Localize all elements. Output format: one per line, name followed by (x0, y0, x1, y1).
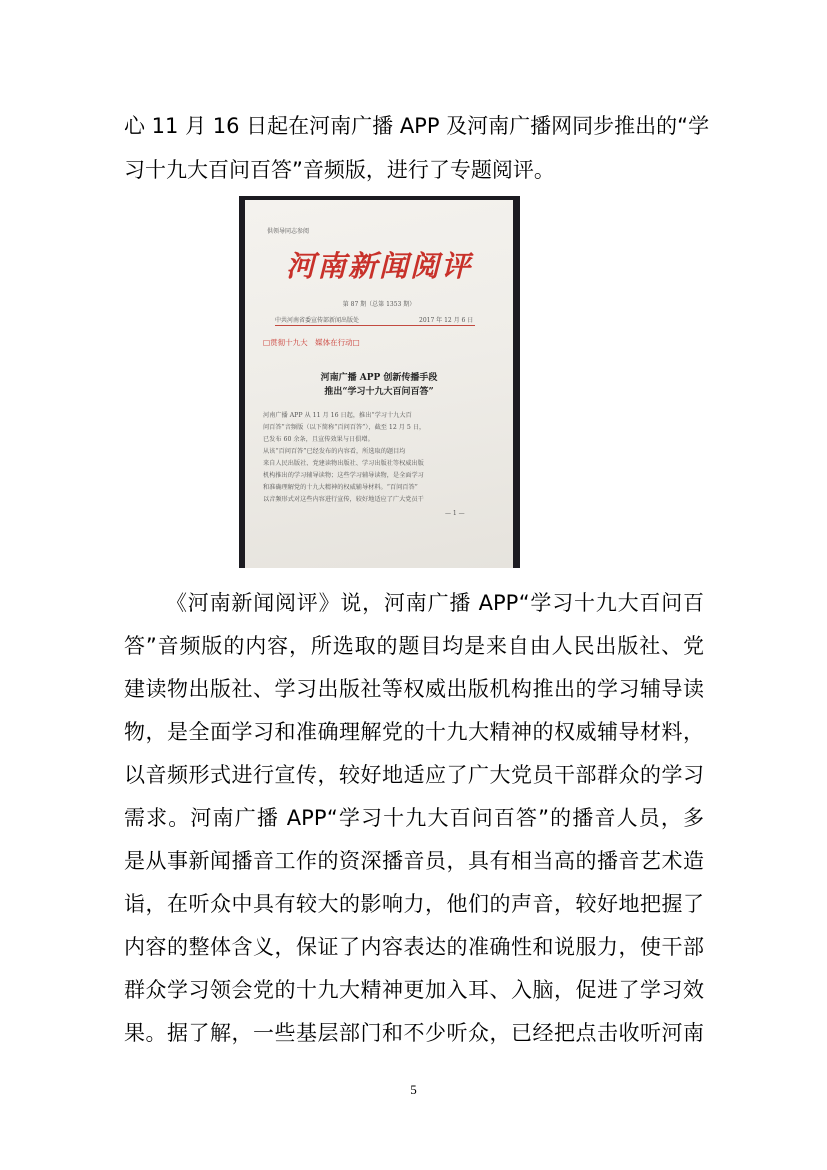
body-line-4: 物，是全面学习和准确理解党的十九大精神的权威辅导材料， (124, 720, 704, 744)
body-line-9: 内容的整体含义，保证了内容表达的准确性和说服力，使干部 (124, 935, 704, 959)
newsletter-headline-2: 推出“学习十九大百问百答” (324, 387, 434, 397)
newsletter-headline-1: 河南广播 APP 创新传播手段 (320, 373, 438, 383)
newsletter-body-line: 从该“百问百答”已经发布的内容看，所选取的题目均 (263, 448, 406, 455)
newsletter-body-line: 和准确理解党的十九大精神的权威辅导材料。“百问百答” (263, 484, 418, 491)
text-line-2: 习十九大百问百答”音频版，进行了专题阅评。 (124, 158, 555, 182)
newsletter-paper (245, 200, 513, 568)
body-line-11: 果。据了解，一些基层部门和不少听众，已经把点击收听河南 (124, 1021, 704, 1045)
body-line-1: 《河南新闻阅评》说，河南广播 APP“学习十九大百问百 (166, 591, 704, 615)
body-line-6: 需求。河南广播 APP“学习十九大百问百答”的播音人员，多 (124, 806, 704, 830)
page-number: 5 (410, 1082, 417, 1097)
newsletter-issue: 第 87 期（总第 1353 期） (342, 301, 416, 308)
newsletter-body-line: 已发布 60 余条，且宣传效果与日俱增。 (263, 436, 374, 443)
text-line-1: 心 11 月 16 日起在河南广播 APP 及河南广播网同步推出的“学 (124, 114, 710, 138)
body-line-8: 诣，在听众中具有较大的影响力，他们的声音，较好地把握了 (124, 892, 704, 916)
newsletter-masthead: 河南新闻阅评 (285, 249, 472, 283)
body-line-2: 答”音频版的内容，所选取的题目均是来自由人民出版社、党 (124, 634, 704, 658)
newsletter-body-line: 问百答”音频版（以下简称“百问百答”），截至 12 月 5 日， (263, 424, 426, 431)
newsletter-publisher: 中共河南省委宣传部新闻出版处 (275, 317, 360, 324)
newsletter-page-mark: — 1 — (445, 510, 465, 517)
body-line-7: 是从事新闻播音工作的资深播音员，具有相当高的播音艺术造 (124, 849, 704, 873)
newsletter-body-line: 来自人民出版社、党建读物出版社、学习出版社等权威出版 (263, 460, 424, 467)
body-line-10: 群众学习领会党的十九大精神更加入耳、入脑，促进了学习效 (124, 978, 704, 1002)
newsletter-body-line: 以音频形式对这些内容进行宣传，较好地适应了广大党员干 (263, 496, 424, 503)
body-line-5: 以音频形式进行宣传，较好地适应了广大党员干部群众的学习 (124, 763, 704, 787)
newsletter-rule (275, 325, 475, 326)
newsletter-body-line: 机构推出的学习辅导读物；这些学习辅导读物，是全面学习 (263, 472, 424, 479)
newsletter-section-tag: □贯彻十九大 媒体在行动□ (263, 338, 360, 347)
body-line-3: 建读物出版社、学习出版社等权威出版机构推出的学习辅导读 (124, 677, 704, 701)
newsletter-body-line: 河南广播 APP 从 11 月 16 日起，推出“学习十九大百 (263, 412, 412, 419)
newsletter-photo (239, 196, 520, 568)
newsletter-header: 供领导同志参阅 (267, 228, 310, 235)
newsletter-date: 2017 年 12 月 6 日 (419, 317, 474, 324)
